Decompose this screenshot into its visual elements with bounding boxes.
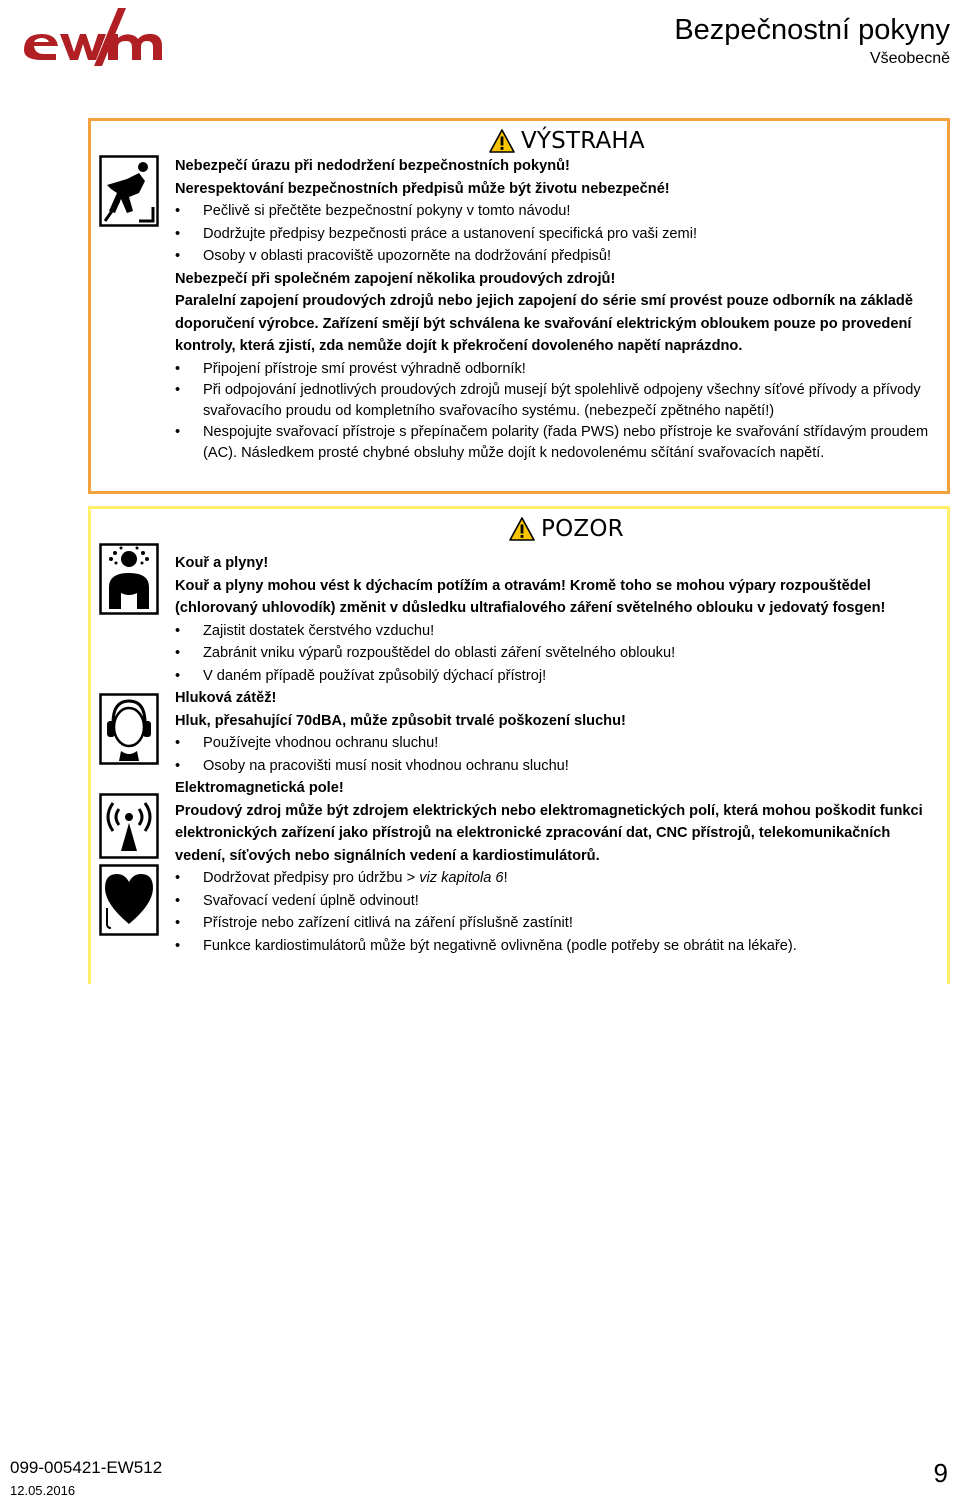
warning-banner: [489, 128, 645, 154]
emf-bullet: • Přístroje nebo zařízení citlivá na záření příslušně zastínit!: [175, 915, 573, 931]
fumes-text: Kouř a plyny mohou vést k dýchacím potížím a otravám! Kromě toho se mohou výpary rozpouštědel (chlorovaný uhlovodík) změnit v důsledku ultrafialového záření světelného oblouku v jedovatý fosgen!: [175, 577, 886, 616]
warning-line-parallel-text: Paralelní zapojení proudových zdrojů nebo jejich zapojení do série smí provést pouze odborník na základě doporučení výrobce. Zařízení smějí být schválena ke svařování elektrickým obloukem pouze po provedení kontroly, která zjistí, zda nemůže dojít k překročení dovoleného napětí naprázdno.: [175, 293, 913, 354]
warning-box: [88, 118, 950, 494]
ear-protection-icon: [99, 693, 159, 765]
page-subtitle: Všeobecně: [869, 50, 950, 67]
noise-bullet: • Používejte vhodnou ochranu sluchu!: [175, 735, 439, 751]
warning-line-parallel-title: Nebezpečí při společném zapojení několika proudových zdrojů!: [175, 270, 616, 287]
warning-bullet: • Dodržujte předpisy bezpečnosti práce a ustanovení specifická pro vaši zemi!: [175, 225, 698, 242]
fumes-bullet: • Zajistit dostatek čerstvého vzduchu!: [175, 622, 435, 639]
warning-bullet: • Osoby v oblasti pracoviště upozorněte na dodržování předpisů!: [175, 248, 612, 264]
warning-bullet: • Nespojujte svařovací přístroje s přepínačem polarity (řada PWS) nebo přístroje ke svařování střídavým proudem (AC). Následkem prosté chybné obsluhy může dojít k nedovolenému sčítání svařovacích napětí.: [175, 424, 929, 461]
warning-label: VÝSTRAHA: [521, 128, 645, 154]
fumes-title: Kouř a plyny!: [175, 555, 269, 571]
pacemaker-heart-icon: [99, 864, 159, 936]
noise-bullet: • Osoby na pracovišti musí nosit vhodnou ochranu sluchu!: [175, 757, 569, 774]
caution-box: [88, 506, 950, 984]
document-date: 12.05.2016: [10, 1483, 76, 1498]
warning-bullet: • Připojení přístroje smí provést výhradně odborník!: [175, 360, 526, 377]
warning-bullet: • Při odpojování jednotlivých proudových zdrojů musejí být spolehlivě odpojeny všechny síťové přívody a přívody svařovacího proudu od kompletního svařovacího systému. (nebezpečí zpětného napětí!): [175, 382, 921, 419]
fall-hazard-icon: [99, 155, 159, 227]
page-number: 9: [933, 1458, 948, 1488]
fumes-bullet: • Zabránit vniku výparů rozpouštědel do oblasti záření světelného oblouku!: [175, 645, 676, 661]
emf-text: Proudový zdroj může být zdrojem elektrických nebo elektromagnetických polí, která mohou poškodit funkci elektronických zařízení jako přístrojů na elektronické zpracování dat, CNC přístrojů, telekomunikačních vedení, síťových nebo signálních vedení a kardiostimulátorů.: [175, 802, 923, 864]
caution-banner: [509, 516, 624, 542]
noise-text: Hluk, přesahující 70dBA, může způsobit trvalé poškození sluchu!: [175, 712, 626, 729]
fumes-hazard-icon: [99, 543, 159, 615]
chapter-reference-link[interactable]: viz kapitola 6: [419, 870, 504, 886]
emf-bullet: • Svařovací vedení úplně odvinout!: [175, 892, 419, 909]
warning-line-1: Nebezpečí úrazu při nedodržení bezpečnostních pokynů!: [175, 158, 570, 174]
warning-bullet: • Pečlivě si přečtěte bezpečnostní pokyny v tomto návodu!: [175, 203, 571, 219]
fumes-bullet: • V daném případě používat způsobilý dýchací přístroj!: [175, 667, 547, 684]
emf-title: Elektromagnetická pole!: [175, 780, 344, 796]
radiation-emf-icon: [99, 793, 159, 859]
warning-triangle-icon: [489, 129, 515, 153]
noise-title: Hluková zátěž!: [175, 690, 277, 706]
caution-content: [175, 552, 941, 957]
warning-triangle-icon: [509, 517, 535, 541]
caution-label: POZOR: [541, 516, 624, 542]
warning-content: [175, 155, 941, 464]
warning-line-2: Nerespektování bezpečnostních předpisů může být životu nebezpečné!: [175, 180, 670, 197]
emf-bullet: • Dodržovat předpisy pro údržbu > viz kapitola 6!: [175, 870, 508, 886]
ewm-logo: [22, 6, 164, 68]
document-number: 099-005421-EW512: [10, 1458, 163, 1477]
page-title: Bezpečnostní pokyny: [674, 14, 950, 46]
emf-bullet: • Funkce kardiostimulátorů může být negativně ovlivněna (podle potřeby se obrátit na lékaře).: [175, 937, 797, 954]
